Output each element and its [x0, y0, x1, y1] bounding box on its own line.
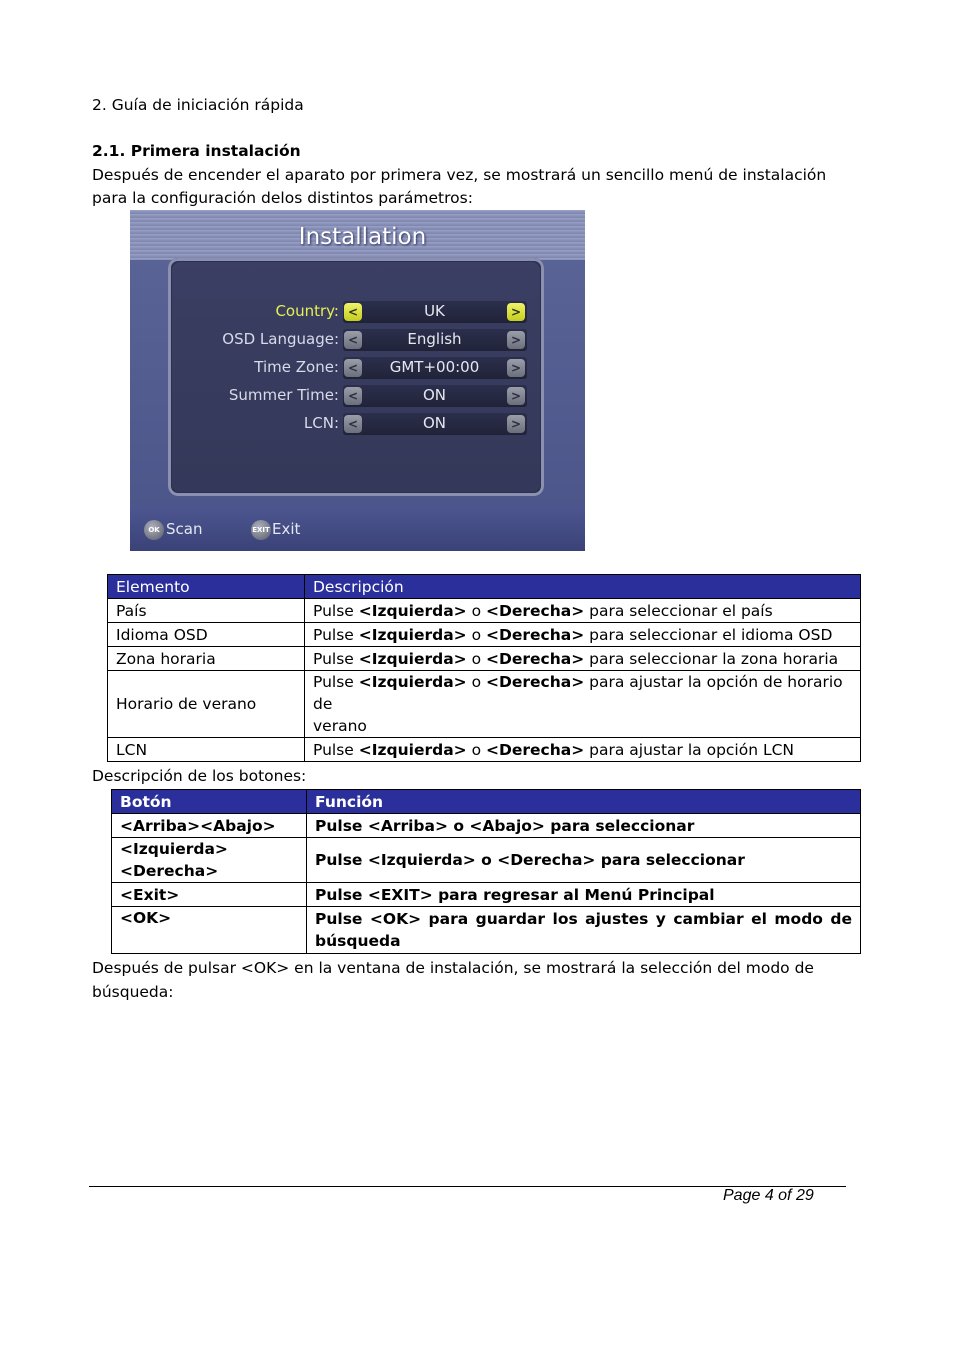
elements-table [107, 574, 861, 762]
table-row [112, 907, 861, 954]
chevron-right-icon[interactable]: > [507, 415, 525, 433]
cell-descripcion: Pulse <Izquierda> o <Derecha> para seleccionar el país [305, 599, 861, 623]
table-row [108, 647, 861, 671]
setting-label: OSD Language: [222, 330, 339, 348]
chevron-right-icon[interactable]: > [507, 359, 525, 377]
exit-button-icon: EXIT [251, 520, 271, 540]
intro-text-line-1: Después de encender el aparato por primera vez, se mostrará un sencillo menú de instalación [92, 166, 827, 184]
cell-boton: <Arriba><Abajo> [112, 814, 307, 838]
outro-text-line-1: Después de pulsar <OK> en la ventana de instalación, se mostrará la selección del modo de [92, 959, 814, 977]
cell-descripcion: Pulse <Izquierda> o <Derecha> para ajustar la opción LCN [305, 738, 861, 762]
section-heading: 2. Guía de iniciación rápida [92, 96, 304, 114]
cell-elemento: Zona horaria [108, 647, 305, 671]
chevron-left-icon[interactable]: < [344, 359, 362, 377]
exit-label[interactable]: Exit [272, 520, 301, 538]
cell-boton: <Izquierda><Derecha> [112, 838, 307, 883]
chevron-left-icon[interactable]: < [344, 387, 362, 405]
chevron-left-icon[interactable]: < [344, 331, 362, 349]
cell-funcion: Pulse <Izquierda> o <Derecha> para seleccionar [307, 838, 861, 883]
setting-value: UK [424, 302, 445, 320]
cell-funcion: Pulse <OK> para guardar los ajustes y cambiar el modo de búsqueda [307, 907, 861, 954]
installation-screenshot [130, 210, 585, 551]
chevron-right-icon[interactable]: > [507, 303, 525, 321]
chevron-left-icon[interactable]: < [344, 415, 362, 433]
cell-descripcion: Pulse <Izquierda> o <Derecha> para seleccionar la zona horaria [305, 647, 861, 671]
cell-elemento: País [108, 599, 305, 623]
setting-label: Time Zone: [254, 358, 339, 376]
cell-descripcion: Pulse <Izquierda> o <Derecha> para seleccionar el idioma OSD [305, 623, 861, 647]
setting-value: English [407, 330, 462, 348]
setting-label: Summer Time: [228, 386, 339, 404]
setting-value: ON [422, 386, 447, 404]
subsection-heading: 2.1. Primera instalación [92, 142, 301, 160]
buttons-table [111, 789, 861, 954]
table-header-row [108, 575, 861, 599]
setting-row-lcn[interactable] [130, 413, 585, 437]
setting-row-osd-language[interactable] [130, 329, 585, 353]
cell-elemento: Idioma OSD [108, 623, 305, 647]
setting-value: ON [422, 414, 447, 432]
cell-descripcion: Pulse <Izquierda> o <Derecha> para ajustar la opción de horario de verano [305, 671, 861, 738]
header-descripcion: Descripción [305, 575, 861, 599]
cell-boton: <Exit> [112, 883, 307, 907]
table-row [108, 623, 861, 647]
setting-row-summer-time[interactable] [130, 385, 585, 409]
ok-button-icon: OK [144, 520, 164, 540]
header-elemento: Elemento [108, 575, 305, 599]
table-row [112, 838, 861, 883]
cell-elemento: LCN [108, 738, 305, 762]
chevron-right-icon[interactable]: > [507, 387, 525, 405]
intro-text-line-2: para la configuración delos distintos parámetros: [92, 189, 473, 207]
table-row [108, 671, 861, 738]
setting-row-time-zone[interactable] [130, 357, 585, 381]
cell-funcion: Pulse <Arriba> o <Abajo> para seleccionar [307, 814, 861, 838]
table-row [108, 599, 861, 623]
table-row [112, 883, 861, 907]
header-funcion: Función [307, 790, 861, 814]
setting-value: GMT+00:00 [389, 358, 480, 376]
installation-title: Installation [298, 224, 427, 250]
header-boton: Botón [112, 790, 307, 814]
scan-label[interactable]: Scan [166, 520, 203, 538]
outro-text-line-2: búsqueda: [92, 983, 174, 1001]
buttons-intro: Descripción de los botones: [92, 767, 307, 785]
cell-funcion: Pulse <EXIT> para regresar al Menú Principal [307, 883, 861, 907]
setting-label: LCN: [303, 414, 339, 432]
table-row [112, 814, 861, 838]
table-row [108, 738, 861, 762]
cell-boton: <OK> [112, 907, 307, 954]
page-number: Page 4 of 29 [723, 1187, 814, 1204]
chevron-right-icon[interactable]: > [507, 331, 525, 349]
screen-footer [130, 506, 585, 551]
setting-row-country[interactable] [130, 301, 585, 325]
setting-label: Country: [275, 302, 339, 320]
table-header-row [112, 790, 861, 814]
chevron-left-icon[interactable]: < [344, 303, 362, 321]
cell-elemento: Horario de verano [108, 671, 305, 738]
